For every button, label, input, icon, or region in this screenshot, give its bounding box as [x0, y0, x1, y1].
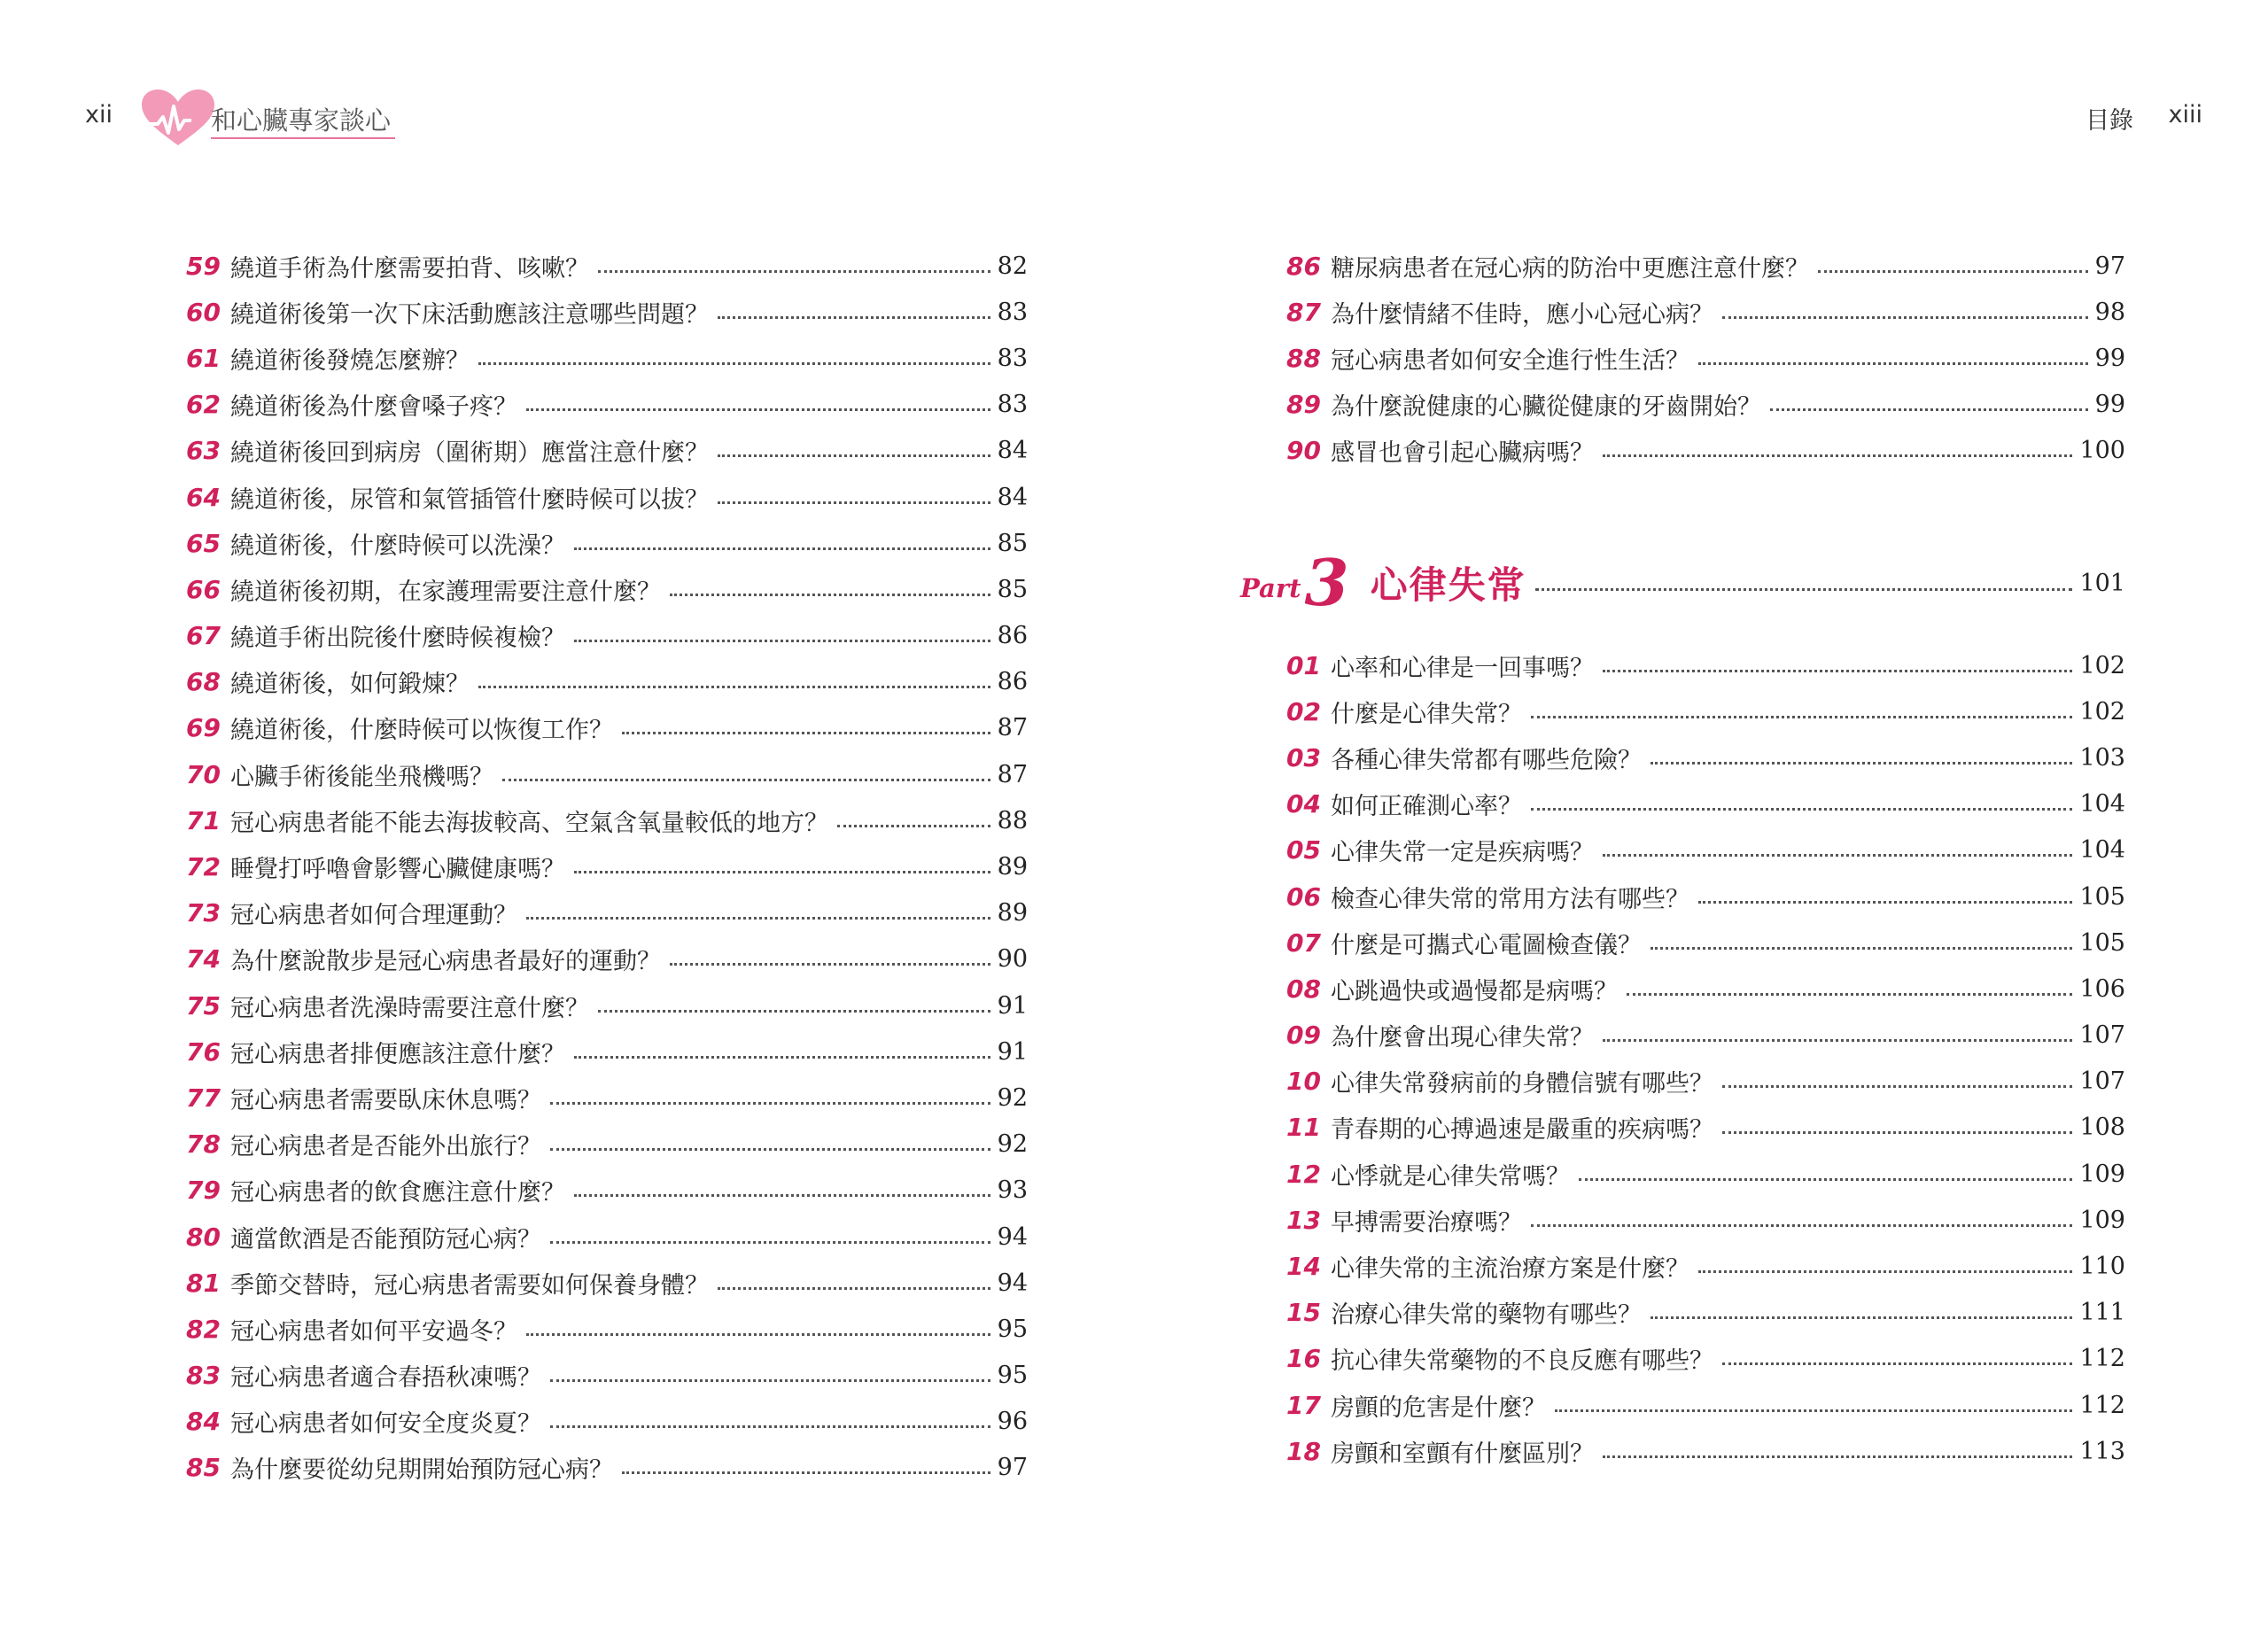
leader-dots	[1698, 901, 2072, 904]
toc-entry[interactable]	[1286, 734, 2125, 780]
toc-entry[interactable]	[1286, 1197, 2125, 1243]
toc-entry-page: 87	[997, 714, 1028, 742]
toc-entry-number: 81	[186, 1268, 221, 1298]
toc-entry-page: 110	[2079, 1253, 2125, 1281]
leader-dots	[526, 1333, 990, 1336]
toc-entry[interactable]	[1286, 1382, 2125, 1428]
toc-entry[interactable]	[186, 1260, 1028, 1306]
toc-entry-page: 89	[997, 853, 1028, 881]
toc-entry-number: 62	[186, 390, 221, 420]
toc-entry-page: 86	[997, 668, 1028, 696]
toc-entry-page: 111	[2079, 1299, 2125, 1327]
toc-entry-page: 112	[2079, 1345, 2125, 1373]
toc-entry-title: 冠心病患者如何安全度炎夏？	[230, 1410, 541, 1439]
toc-entry-number: 66	[186, 574, 221, 604]
leader-dots	[598, 1010, 990, 1013]
toc-entry-title: 繞道術後發燒怎麼辦？	[230, 346, 470, 375]
toc-entry-title: 糖尿病患者在冠心病的防治中更應注意什麼？	[1331, 254, 1809, 283]
toc-entry-title: 青春期的心搏過速是嚴重的疾病嗎？	[1331, 1116, 1713, 1145]
book-title: 和心臟專家談心	[211, 105, 392, 136]
part-title: 心律失常	[1370, 563, 1526, 607]
leader-dots	[718, 316, 990, 319]
toc-entry[interactable]	[186, 566, 1028, 612]
toc-entry-page: 91	[997, 991, 1028, 1020]
leader-dots	[574, 1194, 990, 1197]
leader-dots	[1531, 808, 2072, 811]
toc-entry-number: 64	[186, 482, 221, 512]
toc-entry-title: 冠心病患者能不能去海拔較高、空氣含氧量較低的地方？	[230, 809, 828, 837]
toc-entry-number: 60	[186, 297, 221, 327]
toc-entry-number: 04	[1286, 789, 1321, 819]
toc-entry-title: 心悸就是心律失常嗎？	[1331, 1162, 1570, 1191]
toc-entry-number: 08	[1286, 974, 1321, 1004]
leader-dots	[670, 963, 990, 966]
toc-entry-title: 季節交替時，冠心病患者需要如何保養身體？	[230, 1271, 709, 1300]
toc-entry[interactable]	[186, 659, 1028, 705]
toc-entry[interactable]	[1286, 335, 2125, 381]
toc-entry-page: 93	[997, 1176, 1028, 1205]
leader-dots	[1722, 1085, 2072, 1088]
toc-entry-title: 治療心律失常的藥物有哪些？	[1331, 1301, 1642, 1330]
toc-entry-page: 104	[2079, 790, 2125, 819]
toc-entry-page: 86	[997, 622, 1028, 650]
toc-entry-title: 什麼是心律失常？	[1331, 700, 1522, 728]
part-number: 3	[1304, 545, 1349, 620]
toc-entry[interactable]	[1286, 243, 2125, 289]
toc-entry-page: 90	[997, 945, 1028, 974]
toc-entry-title: 心律失常的主流治療方案是什麼？	[1331, 1255, 1689, 1284]
toc-entry-page: 85	[997, 529, 1028, 557]
toc-entry[interactable]	[1286, 873, 2125, 920]
toc-entry-number: 03	[1286, 742, 1321, 772]
toc-entry-page: 105	[2079, 928, 2125, 957]
toc-entry[interactable]	[186, 843, 1028, 889]
toc-entry-number: 76	[186, 1036, 221, 1067]
toc-entry-page: 83	[997, 298, 1028, 326]
leader-dots	[1603, 454, 2072, 457]
leader-dots	[1627, 993, 2072, 996]
toc-entry-title: 繞道術後，尿管和氣管插管什麼時候可以拔？	[230, 485, 709, 514]
heart-ecg-icon	[138, 87, 218, 151]
toc-entry-page: 88	[997, 806, 1028, 834]
toc-entry[interactable]	[186, 1445, 1028, 1491]
toc-entry-title: 冠心病患者如何平安過冬？	[230, 1317, 517, 1346]
leader-dots	[1555, 1409, 2072, 1412]
toc-list-right-top	[1286, 243, 2125, 474]
toc-entry-title: 繞道術後第一次下床活動應該注意哪些問題？	[230, 300, 709, 329]
toc-entry-number: 78	[186, 1129, 221, 1160]
toc-entry-title: 冠心病患者如何合理運動？	[230, 902, 517, 930]
toc-entry-number: 90	[1286, 436, 1321, 466]
toc-entry-title: 檢查心律失常的常用方法有哪些？	[1331, 885, 1689, 913]
toc-entry[interactable]	[186, 520, 1028, 566]
leader-dots	[1770, 408, 2088, 411]
toc-entry-title: 心臟手術後能坐飛機嗎？	[230, 763, 493, 791]
toc-entry-number: 69	[186, 713, 221, 743]
toc-entry-title: 繞道手術出院後什麼時候複檢？	[230, 625, 565, 653]
toc-entry-number: 88	[1286, 343, 1321, 373]
toc-entry-title: 冠心病患者如何安全進行性生活？	[1331, 346, 1689, 375]
toc-entry[interactable]	[1286, 781, 2125, 827]
section-title: 目錄	[2085, 107, 2133, 135]
toc-entry-number: 61	[186, 343, 221, 373]
leader-dots	[1722, 316, 2088, 319]
toc-entry[interactable]	[186, 890, 1028, 936]
toc-entry-page: 103	[2079, 743, 2125, 772]
toc-entry-page: 97	[2094, 252, 2125, 280]
leader-dots	[550, 1241, 990, 1244]
toc-entry-page: 87	[997, 760, 1028, 788]
toc-entry-title: 房顫和室顫有什麼區別？	[1331, 1440, 1594, 1468]
part-page-number: 101	[2079, 569, 2125, 597]
toc-entry-number: 84	[186, 1407, 221, 1437]
leader-dots	[526, 917, 990, 920]
toc-entry-title: 繞道術後，什麼時候可以洗澡？	[230, 532, 565, 560]
leader-dots	[526, 408, 990, 411]
part-heading[interactable]	[1240, 547, 2125, 618]
leader-dots	[1651, 1316, 2072, 1319]
toc-entry-page: 94	[997, 1269, 1028, 1297]
toc-entry-page: 99	[2094, 391, 2125, 419]
leader-dots	[1535, 588, 2073, 591]
toc-entry-page: 92	[997, 1083, 1028, 1112]
leader-dots	[1531, 716, 2072, 718]
toc-entry-page: 84	[997, 483, 1028, 511]
toc-entry-page: 112	[2079, 1391, 2125, 1419]
leader-dots	[502, 779, 990, 781]
toc-entry-title: 冠心病患者是否能外出旅行？	[230, 1133, 541, 1161]
toc-entry-page: 102	[2079, 697, 2125, 726]
toc-entry-number: 75	[186, 990, 221, 1021]
toc-entry-page: 96	[997, 1408, 1028, 1436]
toc-entry[interactable]	[186, 1122, 1028, 1168]
toc-entry-page: 94	[997, 1222, 1028, 1251]
leader-dots	[718, 501, 990, 504]
toc-entry-number: 10	[1286, 1067, 1321, 1097]
toc-entry-number: 07	[1286, 928, 1321, 958]
toc-entry[interactable]	[186, 797, 1028, 843]
toc-entry-page: 104	[2079, 836, 2125, 865]
leader-dots	[574, 1056, 990, 1059]
toc-entry-title: 為什麼會出現心律失常？	[1331, 1024, 1594, 1052]
toc-entry-number: 06	[1286, 881, 1321, 912]
leader-dots	[1722, 1131, 2072, 1134]
toc-entry[interactable]	[186, 705, 1028, 751]
toc-entry-title: 冠心病患者適合春捂秋凍嗎？	[230, 1364, 541, 1393]
leader-dots	[574, 640, 990, 642]
toc-entry-page: 92	[997, 1130, 1028, 1159]
toc-entry[interactable]	[186, 1075, 1028, 1121]
toc-entry-number: 15	[1286, 1298, 1321, 1328]
toc-entry[interactable]	[1286, 428, 2125, 474]
toc-entry[interactable]	[186, 428, 1028, 474]
toc-entry[interactable]	[186, 474, 1028, 520]
toc-entry-title: 繞道術後回到病房（圍術期）應當注意什麼？	[230, 439, 709, 468]
toc-entry-title: 如何正確測心率？	[1331, 793, 1522, 821]
toc-entry[interactable]	[1286, 966, 2125, 1012]
toc-entry-number: 68	[186, 667, 221, 697]
toc-entry[interactable]	[186, 1353, 1028, 1399]
leader-dots	[550, 1102, 990, 1105]
toc-entry-number: 87	[1286, 297, 1321, 327]
leader-dots	[550, 1379, 990, 1382]
left-page-number: xii	[85, 101, 113, 128]
leader-dots	[550, 1148, 990, 1151]
leader-dots	[1818, 270, 2088, 273]
toc-entry-number: 65	[186, 528, 221, 558]
toc-entry-number: 14	[1286, 1252, 1321, 1282]
toc-entry-title: 為什麼情緒不佳時，應小心冠心病？	[1331, 300, 1713, 329]
right-page-number: xiii	[2168, 101, 2202, 128]
leader-dots	[670, 594, 990, 596]
toc-entry[interactable]	[186, 1306, 1028, 1352]
toc-entry-page: 109	[2079, 1206, 2125, 1234]
toc-entry-number: 11	[1286, 1113, 1321, 1143]
toc-entry-page: 107	[2079, 1021, 2125, 1050]
toc-entry-page: 83	[997, 344, 1028, 372]
toc-entry-number: 72	[186, 852, 221, 882]
toc-entry-number: 70	[186, 759, 221, 789]
leader-dots	[1579, 1178, 2072, 1181]
toc-entry-page: 95	[997, 1315, 1028, 1343]
toc-entry-title: 繞道術後，什麼時候可以恢復工作？	[230, 717, 613, 745]
toc-entry[interactable]	[186, 936, 1028, 982]
toc-entry-number: 79	[186, 1176, 221, 1206]
toc-entry-number: 17	[1286, 1390, 1321, 1420]
toc-entry-title: 心律失常一定是疾病嗎？	[1331, 839, 1594, 867]
toc-entry-number: 85	[186, 1453, 221, 1483]
toc-entry[interactable]	[1286, 1336, 2125, 1382]
toc-list-right-bottom	[1286, 642, 2125, 1474]
leader-dots	[718, 454, 990, 457]
toc-list-left	[186, 243, 1028, 1491]
part-label: Part	[1240, 573, 1301, 603]
leader-dots	[1603, 1455, 2072, 1458]
toc-entry-page: 100	[2079, 437, 2125, 465]
leader-dots	[1651, 762, 2072, 765]
toc-entry[interactable]	[186, 982, 1028, 1028]
toc-entry-number: 86	[1286, 251, 1321, 281]
toc-entry-title: 房顫的危害是什麼？	[1331, 1393, 1546, 1422]
toc-entry-page: 91	[997, 1037, 1028, 1066]
toc-entry-page: 108	[2079, 1114, 2125, 1142]
toc-entry-number: 89	[1286, 390, 1321, 420]
toc-entry[interactable]	[1286, 920, 2125, 966]
leader-dots	[837, 825, 990, 827]
toc-entry-number: 01	[1286, 650, 1321, 680]
toc-entry-page: 102	[2079, 651, 2125, 679]
leader-dots	[622, 1471, 990, 1474]
toc-entry-title: 繞道術後為什麼會嗓子疼？	[230, 393, 517, 422]
toc-entry[interactable]	[1286, 1243, 2125, 1289]
toc-entry-title: 冠心病患者洗澡時需要注意什麼？	[230, 994, 589, 1022]
toc-entry-page: 105	[2079, 882, 2125, 911]
toc-entry-title: 適當飲酒是否能預防冠心病？	[230, 1225, 541, 1254]
toc-entry-page: 109	[2079, 1160, 2125, 1188]
toc-entry[interactable]	[1286, 1013, 2125, 1059]
toc-entry-number: 67	[186, 621, 221, 651]
toc-entry[interactable]	[1286, 382, 2125, 428]
toc-entry-page: 83	[997, 391, 1028, 419]
leader-dots	[1651, 947, 2072, 950]
toc-entry-page: 113	[2079, 1437, 2125, 1465]
toc-entry-title: 為什麼說散步是冠心病患者最好的運動？	[230, 948, 661, 976]
toc-entry-number: 12	[1286, 1159, 1321, 1189]
toc-entry[interactable]	[1286, 688, 2125, 734]
toc-entry-title: 為什麼要從幼兒期開始預防冠心病？	[230, 1456, 613, 1485]
toc-entry[interactable]	[186, 1028, 1028, 1075]
toc-entry-number: 13	[1286, 1205, 1321, 1235]
toc-entry-number: 73	[186, 898, 221, 928]
leader-dots	[574, 547, 990, 550]
toc-entry-title: 心跳過快或過慢都是病嗎？	[1331, 977, 1618, 1005]
toc-entry-page: 98	[2094, 298, 2125, 326]
toc-entry[interactable]	[1286, 1059, 2125, 1105]
toc-entry-title: 為什麼說健康的心臟從健康的牙齒開始？	[1331, 393, 1761, 422]
toc-entry-page: 95	[997, 1362, 1028, 1390]
toc-entry[interactable]	[1286, 1428, 2125, 1474]
toc-entry-number: 18	[1286, 1436, 1321, 1466]
toc-entry-page: 84	[997, 437, 1028, 465]
leader-dots	[478, 686, 990, 688]
toc-entry-title: 什麼是可攜式心電圖檢查儀？	[1331, 931, 1642, 959]
toc-entry-title: 抗心律失常藥物的不良反應有哪些？	[1331, 1347, 1713, 1376]
toc-entry-number: 63	[186, 436, 221, 466]
toc-entry-title: 繞道術後，如何鍛煉？	[230, 671, 470, 699]
toc-entry[interactable]	[186, 1214, 1028, 1260]
leader-dots	[1722, 1362, 2072, 1365]
toc-entry-title: 心律失常發病前的身體信號有哪些？	[1331, 1070, 1713, 1098]
toc-entry[interactable]	[1286, 1105, 2125, 1151]
toc-entry-page: 97	[997, 1454, 1028, 1482]
toc-entry-title: 早搏需要治療嗎？	[1331, 1208, 1522, 1237]
toc-entry[interactable]	[186, 751, 1028, 797]
toc-entry[interactable]	[1286, 827, 2125, 873]
toc-entry-number: 05	[1286, 835, 1321, 865]
book-logo	[138, 87, 404, 151]
toc-entry-page: 107	[2079, 1067, 2125, 1096]
toc-entry-title: 繞道術後初期，在家護理需要注意什麼？	[230, 578, 661, 606]
toc-entry-number: 02	[1286, 696, 1321, 726]
toc-entry[interactable]	[186, 289, 1028, 335]
toc-entry-page: 106	[2079, 974, 2125, 1003]
toc-entry[interactable]	[186, 1168, 1028, 1214]
toc-entry-title: 冠心病患者的飲食應注意什麼？	[230, 1179, 565, 1207]
toc-entry-title: 睡覺打呼嚕會影響心臟健康嗎？	[230, 856, 565, 884]
toc-entry-page: 85	[997, 575, 1028, 603]
leader-dots	[1603, 1039, 2072, 1042]
toc-entry-page: 89	[997, 899, 1028, 928]
leader-dots	[718, 1287, 990, 1290]
toc-entry[interactable]	[186, 243, 1028, 289]
leader-dots	[622, 732, 990, 734]
leader-dots	[1698, 1270, 2072, 1273]
leader-dots	[574, 871, 990, 873]
toc-entry[interactable]	[186, 613, 1028, 659]
leader-dots	[1603, 670, 2072, 672]
toc-entry-title: 心率和心律是一回事嗎？	[1331, 654, 1594, 682]
toc-entry-page: 99	[2094, 344, 2125, 372]
toc-entry[interactable]	[186, 1399, 1028, 1445]
leader-dots	[550, 1425, 990, 1428]
toc-entry-number: 16	[1286, 1344, 1321, 1374]
toc-entry-number: 80	[186, 1222, 221, 1252]
toc-entry-number: 74	[186, 944, 221, 974]
toc-entry-number: 59	[186, 251, 221, 281]
toc-entry[interactable]	[1286, 1151, 2125, 1197]
leader-dots	[598, 270, 990, 273]
toc-entry-title: 感冒也會引起心臟病嗎？	[1331, 439, 1594, 468]
toc-entry-page: 82	[997, 252, 1028, 280]
toc-entry[interactable]	[1286, 289, 2125, 335]
toc-entry-title: 冠心病患者排便應該注意什麼？	[230, 1040, 565, 1068]
leader-dots	[1603, 854, 2072, 857]
toc-entry[interactable]	[1286, 1290, 2125, 1336]
toc-entry[interactable]	[186, 382, 1028, 428]
toc-entry-title: 繞道手術為什麼需要拍背、咳嗽？	[230, 254, 589, 283]
leader-dots	[1531, 1224, 2072, 1227]
toc-entry-number: 09	[1286, 1021, 1321, 1051]
toc-entry-title: 冠心病患者需要臥床休息嗎？	[230, 1086, 541, 1114]
toc-entry-number: 83	[186, 1361, 221, 1391]
toc-entry[interactable]	[1286, 642, 2125, 688]
toc-entry-number: 82	[186, 1314, 221, 1344]
leader-dots	[478, 362, 990, 365]
toc-entry-title: 各種心律失常都有哪些危險？	[1331, 746, 1642, 774]
leader-dots	[1698, 362, 2088, 365]
toc-entry-number: 77	[186, 1083, 221, 1113]
toc-entry[interactable]	[186, 335, 1028, 381]
toc-entry-number: 71	[186, 805, 221, 835]
title-underline	[211, 137, 395, 139]
